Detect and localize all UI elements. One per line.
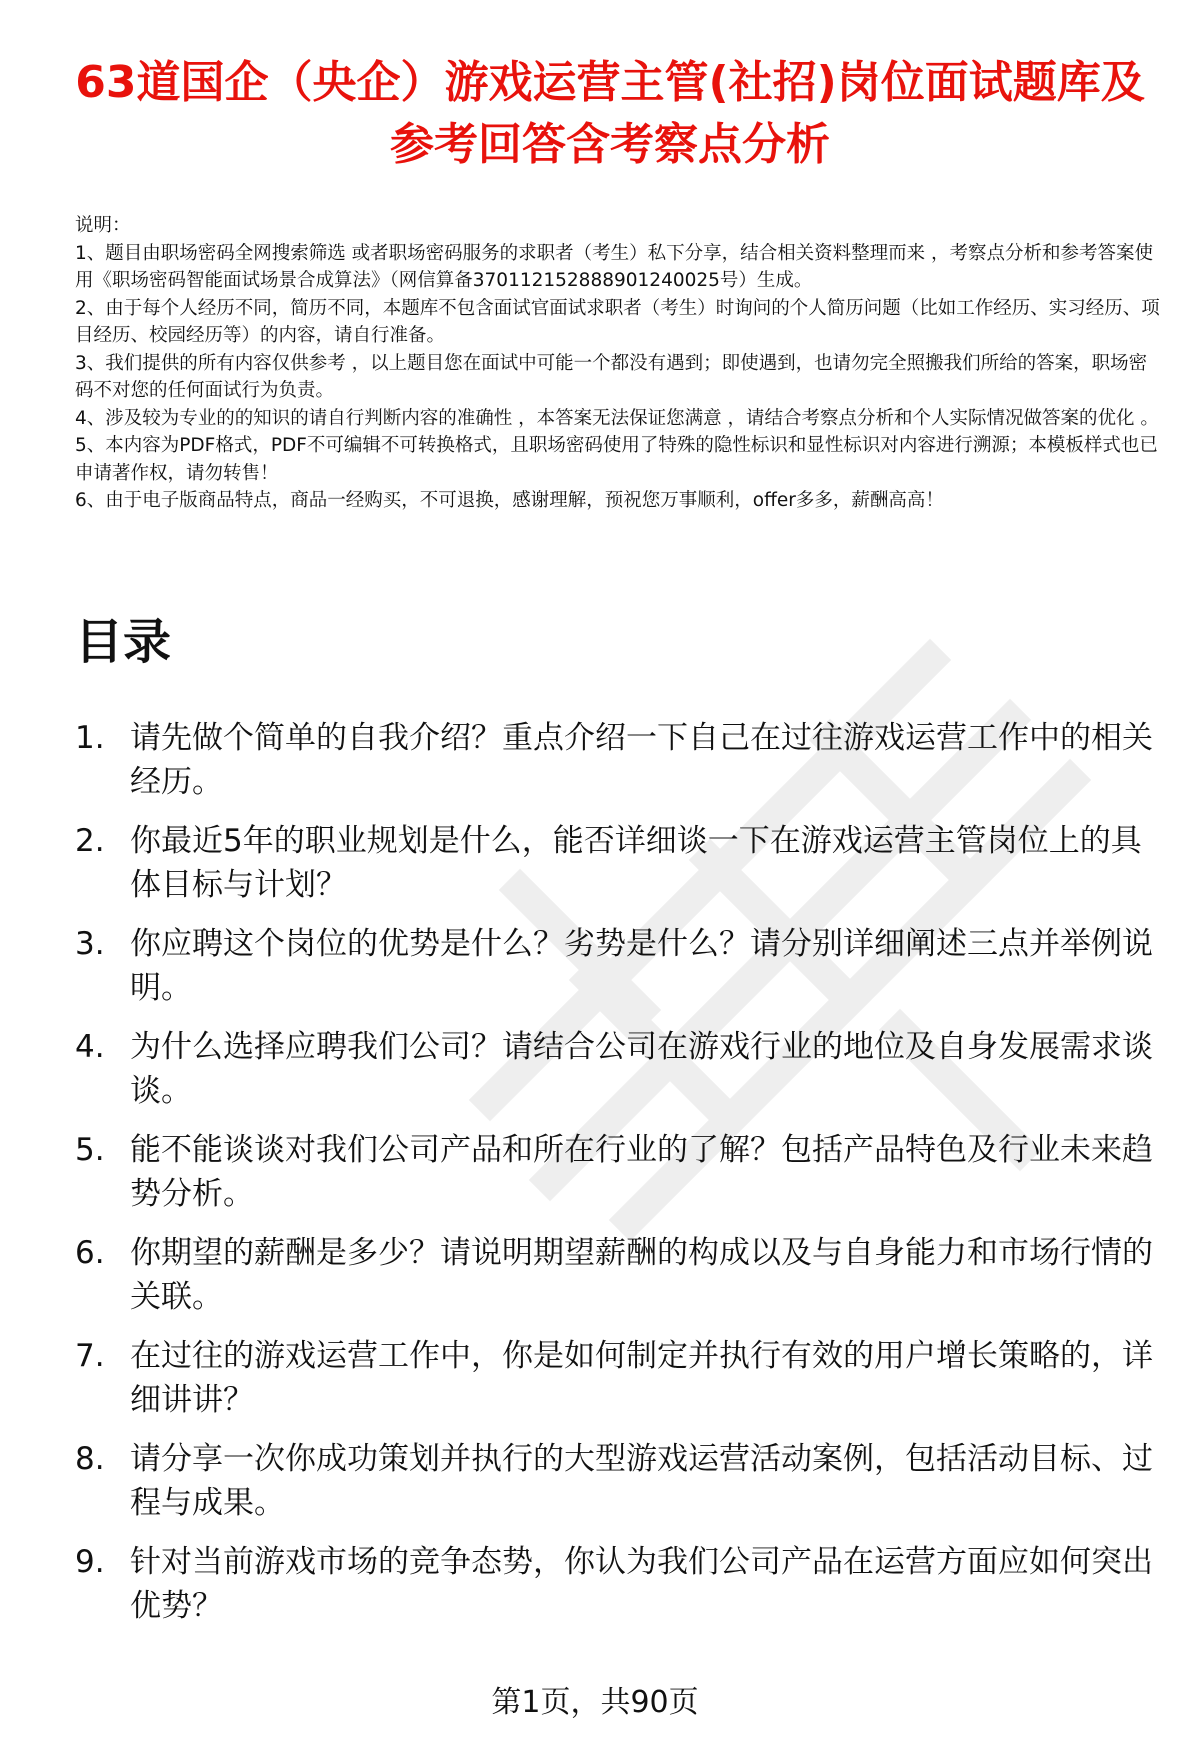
toc-item-number: 2.	[75, 823, 105, 859]
toc-item[interactable]	[75, 1025, 1170, 1113]
page-number: 第1页，共90页	[491, 1685, 699, 1720]
page-title: 63道国企（央企）游戏运营主管(社招)岗位面试题库及参考回答含考察点分析	[75, 57, 1145, 170]
toc-item-text: 针对当前游戏市场的竞争态势，你认为我们公司产品在运营方面应如何突出优势？	[130, 1544, 1153, 1624]
toc-item-text: 请分享一次你成功策划并执行的大型游戏运营活动案例，包括活动目标、过程与成果。	[130, 1441, 1153, 1521]
toc-item-text: 为什么选择应聘我们公司？请结合公司在游戏行业的地位及自身发展需求谈谈。	[130, 1029, 1153, 1109]
toc-item[interactable]	[75, 1128, 1170, 1216]
toc-item[interactable]	[75, 1540, 1170, 1628]
toc-item-text: 能不能谈谈对我们公司产品和所在行业的了解？包括产品特色及行业未来趋势分析。	[130, 1132, 1153, 1212]
toc-item-text: 你最近5年的职业规划是什么，能否详细谈一下在游戏运营主管岗位上的具体目标与计划？	[130, 823, 1142, 903]
toc-item[interactable]	[75, 1437, 1170, 1525]
notes-item: 6、由于电子版商品特点，商品一经购买，不可退换，感谢理解，预祝您万事顺利，offer多多，薪酬高高！	[75, 490, 944, 511]
toc-item-number: 7.	[75, 1338, 105, 1374]
toc-item-text: 请先做个简单的自我介绍？重点介绍一下自己在过往游戏运营工作中的相关经历。	[130, 720, 1153, 800]
toc-item[interactable]	[75, 922, 1170, 1010]
toc-item-number: 6.	[75, 1235, 105, 1271]
toc-item-number: 4.	[75, 1029, 105, 1065]
toc-item-number: 9.	[75, 1544, 105, 1580]
toc-item[interactable]	[75, 716, 1170, 804]
toc-heading: 目录	[75, 614, 172, 670]
toc-item-number: 8.	[75, 1441, 105, 1477]
notes-section	[75, 212, 1165, 515]
notes-item: 5、本内容为PDF格式，PDF不可编辑不可转换格式，且职场密码使用了特殊的隐性标识和显性标识对内容进行溯源；本模板样式也已申请著作权，请勿转售！	[75, 435, 1158, 484]
toc-item-text: 你期望的薪酬是多少？请说明期望薪酬的构成以及与自身能力和市场行情的关联。	[130, 1235, 1153, 1315]
notes-item: 1、题目由职场密码全网搜索筛选 或者职场密码服务的求职者（考生）私下分享，结合相关资料整理而来 ，考察点分析和参考答案使用《职场密码智能面试场景合成算法》（网信算备370112152888901240025号）生成。	[75, 242, 1154, 291]
notes-item: 3、我们提供的所有内容仅供参考 ，以上题目您在面试中可能一个都没有遇到；即使遇到，也请勿完全照搬我们所给的答案，职场密码不对您的任何面试行为负责。	[75, 352, 1148, 401]
toc-item-number: 1.	[75, 720, 105, 756]
toc-list	[75, 716, 1170, 1643]
notes-item: 4、涉及较为专业的的知识的请自行判断内容的准确性 ，本答案无法保证您满意 ，请结合考察点分析和个人实际情况做答案的优化 。	[75, 407, 1159, 429]
toc-item-number: 5.	[75, 1132, 105, 1168]
toc-item-text: 你应聘这个岗位的优势是什么？劣势是什么？请分别详细阐述三点并举例说明。	[130, 926, 1153, 1006]
toc-item-number: 3.	[75, 926, 105, 962]
toc-item[interactable]	[75, 819, 1170, 907]
toc-item[interactable]	[75, 1334, 1170, 1422]
notes-heading: 说明：	[75, 215, 131, 236]
toc-item-text: 在过往的游戏运营工作中，你是如何制定并执行有效的用户增长策略的，详细讲讲？	[130, 1338, 1153, 1418]
notes-item: 2、由于每个人经历不同，简历不同，本题库不包含面试官面试求职者（考生）时询问的个人简历问题（比如工作经历、实习经历、项目经历、校园经历等）的内容，请自行准备。	[75, 297, 1160, 346]
toc-item[interactable]	[75, 1231, 1170, 1319]
